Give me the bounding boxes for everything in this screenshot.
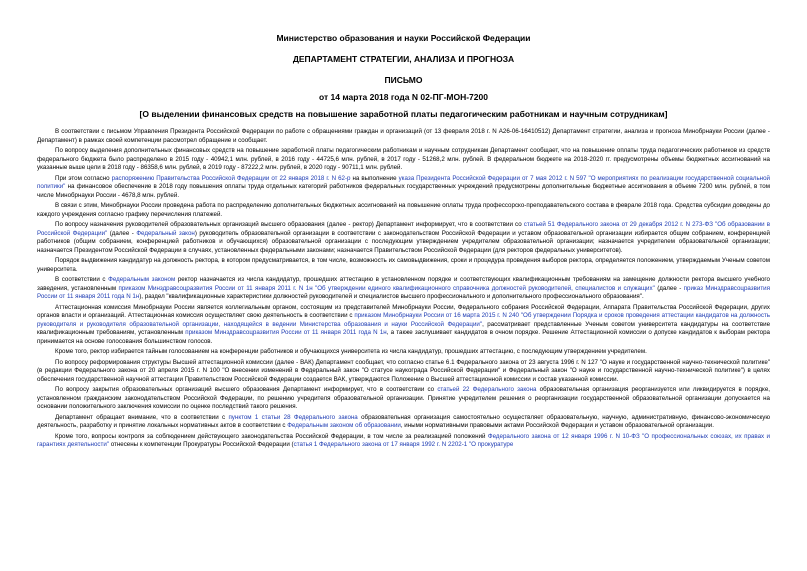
paragraph-13: Кроме того, вопросы контроля за соблюдением действующего законодательства Российской Федерации, в том числе за реализацией положений Федерального закона от 12 января 1996 г. N 10-ФЗ "О профессиональных союзах, их правах и гарантиях деятельности" отнесены к компетенции Прокуратуры Российской Федерации (статья 1 Федерального закона от 17 января 1992 г. N 2202-1 "О прокуратуре <box>37 432 770 448</box>
paragraph-10: По вопросу реформирования структуры Высшей аттестационной комиссии (далее - ВАК) Департамент сообщает, что согласно статье 6.1 Федерального закона от 23 августа 1996 г. N 127 "О науке и государственной научно-технической политике" (в редакции Федерального закона от 20 апреля 2015 г. N 100 "О внесении изменений в Федеральный закон "О статусе наукограда Российской Федерации" и Федеральный закон "О науке и государственной научно-технической политике") в целях обеспечения государственной научной аттестации Правительством Российской Федерации создается ВАК, утверждаются Положение о Высшей аттестационной комиссии и состав указанной комиссии. <box>37 358 770 383</box>
document-subject: [О выделении финансовых средств на повышение заработной платы педагогическим работникам и научным сотрудникам] <box>139 109 668 119</box>
link-order-1n[interactable]: приказом Минздравсоцразвития России от 11 января 2011 года N 1н <box>185 329 387 336</box>
link-federal-law[interactable]: Федеральным законом <box>108 276 176 283</box>
paragraph-4: В связи с этим, Минобрнауки России проведена работа по распределению дополнительных бюджетных ассигнований на повышение оплаты труда профессорско-преподавательского состава в феврале 2018 года. Средства субсидии доведены до каждого учреждения согласно графику перечисления платежей. <box>37 202 770 218</box>
link-presidential-decree-597[interactable]: указа Президента Российской Федерации от 7 мая 2012 г. N 597 "О мероприятиях по реализации государственной социальной политики" <box>37 174 770 190</box>
paragraph-11: По вопросу закрытия образовательных организаций высшего образования Департамент информирует, что в соответствии со статьей 22 Федерального закона образовательная организация реорганизуется или ликвидируется в порядке, установленном гражданским законодательством Российской Федерации, по решению учредителя образовательной организации. Принятие учредителем решения о реорганизации государственной образовательной организации допускается на основании положительного заключения комиссии по оценке последствий такого решения. <box>37 386 770 410</box>
paragraph-1: В соответствии с письмом Управления Президента Российской Федерации по работе с обращениями граждан и организаций (от 13 февраля 2018 г. N А26-06-16410512) Департамент стратегии, анализа и прогноза Минобрнауки России (далее - Департамент) в рамках своей компетенции рассмотрел обращение и сообщает. <box>37 128 770 144</box>
link-federal-law[interactable]: Федеральный закон <box>136 229 195 237</box>
paragraph-12: Департамент обращает внимание, что в соответствии с пунктом 1 статьи 28 Федерального закона образовательная организация самостоятельно осуществляет образовательную, научную, административную, финансово-экономическую деятельность, разработку и принятие локальных нормативных актов в соответствии с Федеральным законом об образовании, иными нормативными правовыми актами Российской Федерации и уставом образовательной организации. <box>37 413 770 429</box>
link-government-order-62r[interactable]: распоряжению Правительства Российской Федерации от 22 января 2018 г. N 62-р <box>111 174 351 182</box>
link-order-1n[interactable]: приказ Минздравсоцразвития России от 11 января 2011 года N 1н <box>37 284 770 300</box>
link-education-law[interactable]: Федеральным законом об образовании <box>287 422 401 429</box>
link-article-51-education-law[interactable]: статьей 51 Федерального закона от 29 декабря 2012 г. N 273-ФЗ "Об образовании в Российской Федерации" <box>37 221 770 237</box>
ministry-title: Министерство образования и науки Российской Федерации <box>276 33 531 43</box>
link-prosecution-law-2202-1[interactable]: статья 1 Федерального закона от 17 января 1992 г. N 2202-1 "О прокуратуре <box>293 441 514 448</box>
paragraph-6: Порядок выдвижения кандидатур на должность ректора, в котором предусматривается, в том числе, возможность их самовыдвижения, сроки и процедура проведения выборов ректора, определяется положением, утверждаемым Ученым советом университета. <box>37 257 770 273</box>
link-trade-unions-law-10fz[interactable]: Федерального закона от 12 января 1996 г. N 10-ФЗ "О профессиональных союзах, их правах и гарантиях деятельности" <box>37 432 770 448</box>
document-type: ПИСЬМО <box>384 75 423 85</box>
link-article-28-item-1[interactable]: пунктом 1 статьи 28 Федерального закона <box>228 413 358 421</box>
paragraph-5: По вопросу назначения руководителей образовательных организаций высшего образования (далее - ректор) Департамент информирует, что в соответствии со статьей 51 Федерального закона от 29 декабря 2012 г. N 273-ФЗ "Об образовании в Российской Федерации" (далее - Федеральный закон) руководитель образовательной организации в соответствии с законодательством Российской Федерации и уставом образовательной организации избирается общим собранием, конференцией работников (общим собранием, конференцией работников и обучающихся) образовательной организации с последующим утверждением учредителем образовательной организации; назначается учредителем образовательной организации; назначается Президентом Российской Федерации в случаях, установленных федеральными законами; назначается Правительством Российской Федерации (для ректоров федеральных университетов). <box>37 221 770 254</box>
link-order-240-attestation[interactable]: приказом Минобрнауки России от 16 марта 2015 г. N 240 "Об утверждении Порядка и сроков проведения аттестации кандидатов на должность руководителя и руководителя образовательной организации, находящейся в ведении Министерства образования и науки Российской Федерации" <box>37 312 770 328</box>
paragraph-9: Кроме того, ректор избирается тайным голосованием на конференции работников и обучающихся университета из числа кандидатур, прошедших аттестацию, с последующим утверждением учредителем. <box>55 348 647 355</box>
paragraph-3: При этом согласно распоряжению Правительства Российской Федерации от 22 января 2018 г. N 62-р на выполнение указа Президента Российской Федерации от 7 мая 2012 г. N 597 "О мероприятиях по реализации государственной социальной политики" на финансовое обеспечение в 2018 году повышения оплаты труда отдельных категорий работников федеральных государственных учреждений предусмотрены дополнительные бюджетные ассигнования в объеме 7200 млн. рублей, в том числе Минобрнауки России - 4678,8 млн. рублей. <box>37 174 770 199</box>
paragraph-2: По вопросу выделения дополнительных финансовых средств на повышение заработной платы педагогическим работникам и научным сотрудникам Департамент сообщает, что на повышение оплаты труда педагогических работников из средств федерального бюджета было распределено в 2015 году - 40942,1 млн. рублей, в 2016 году - 44725,6 млн. рублей, в 2017 году - 51268,2 млн. рублей. В федеральном бюджете на 2018-2020 гг. предусмотрены объемы бюджетных ассигнований на указанные выше цели в 2018 году - 86358,6 млн. рублей, в 2019 году - 87222,2 млн. рублей, в 2020 году - 90711,1 млн. рублей. <box>37 147 770 171</box>
link-article-22-federal-law[interactable]: статьей 22 Федерального закона <box>437 386 537 393</box>
paragraph-7: В соответствии с Федеральным законом ректор назначается из числа кандидатур, прошедших аттестацию в установленном порядке и соответствующих квалификационным требованиям на замещение должности ректора высшего учебного заведения, установленным приказом Минздравсоцразвития России от 11 января 2011 г. N 1н "Об утверждении единого квалификационного справочника должностей руководителей, специалистов и служащих" (далее - приказ Минздравсоцразвития России от 11 января 2011 года N 1н), раздел "квалификационные характеристики должностей руководителей и специалистов высшего профессионального и дополнительного профессионального образования". <box>37 276 770 300</box>
document-date-number: от 14 марта 2018 года N 02-ПГ-МОН-7200 <box>319 92 488 102</box>
paragraph-8: Аттестационная комиссия Минобрнауки России является коллегиальным органом, состоящим из представителей Минобрнауки России, Федерального собрания Российской Федерации, Аппарата Правительства Российской Федерации, других органов власти и организаций. Аттестационная комиссия осуществляет свою деятельность в соответствии с приказом Минобрнауки России от 16 марта 2015 г. N 240 "Об утверждении Порядка и сроков проведения аттестации кандидатов на должность руководителя и руководителя образовательной организации, находящейся в ведении Министерства образования и науки Российской Федерации", рассматривает представленные Ученым советом университета кандидатуры на соответствие квалификационным требованиям, установленным приказом Минздравсоцразвития России от 11 января 2011 года N 1н, а также заслушивает кандидатов в очном порядке. Решение Аттестационной комиссии о допуске кандидатов к выборам ректора принимается на основе голосования большинством голосов. <box>37 303 771 345</box>
link-order-1n-qualification-handbook[interactable]: приказом Минздравсоцразвития России от 11 января 2011 г. N 1н "Об утверждении единого квалификационного справочника должностей руководителей, специалистов и служащих" <box>118 284 655 292</box>
department-title: ДЕПАРТАМЕНТ СТРАТЕГИИ, АНАЛИЗА И ПРОГНОЗА <box>292 54 515 64</box>
